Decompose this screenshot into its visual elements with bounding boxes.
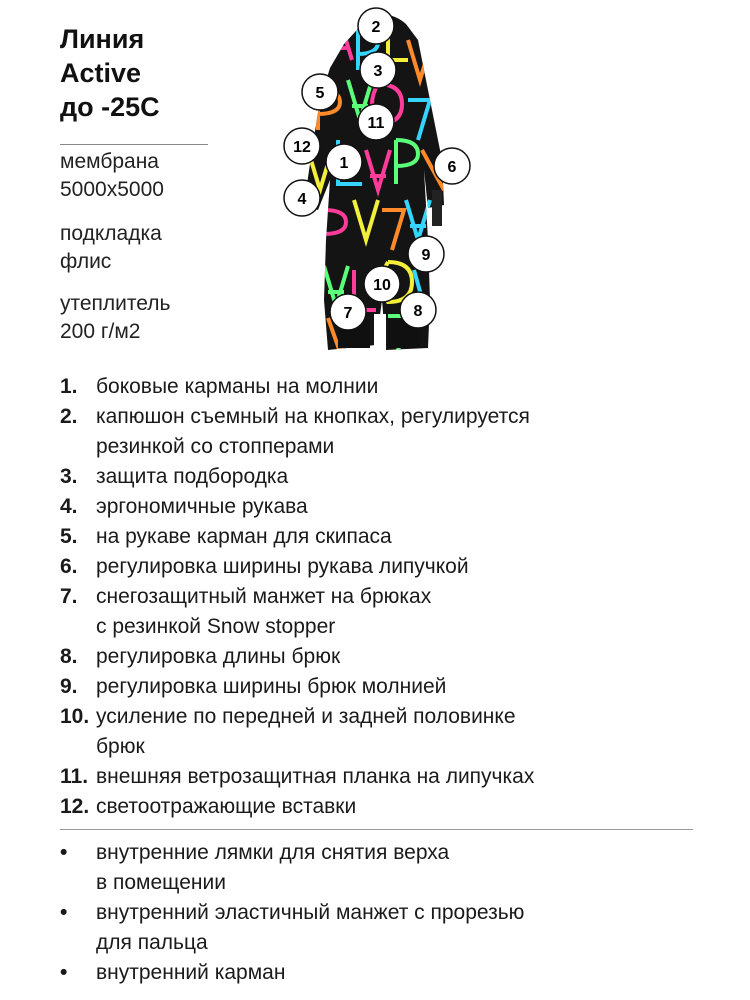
feature-text: боковые карманы на молнии — [96, 375, 379, 398]
feature-text: эргономичные рукава — [96, 495, 308, 518]
marker-8 — [400, 292, 436, 328]
marker-1 — [326, 144, 362, 180]
svg-text:1: 1 — [339, 155, 349, 172]
spec-membrane-label: мембрана — [60, 150, 159, 173]
title-divider — [60, 144, 208, 145]
spec-insulation — [60, 290, 260, 346]
bullet-mark: • — [60, 961, 68, 984]
title-line-1: Линия — [60, 24, 145, 54]
spec-lining-label: подкладка — [60, 222, 162, 245]
feature-text: снегозащитный манжет на брюках с резинкой Snow stopper — [96, 585, 432, 638]
feature-number: 11. — [60, 765, 89, 788]
feature-item-12 — [60, 792, 720, 822]
svg-text:10: 10 — [373, 277, 391, 294]
extra-feature-item — [60, 898, 720, 958]
feature-number: 7. — [60, 585, 78, 608]
spec-lining-value: флис — [60, 250, 112, 273]
extra-features-list — [60, 838, 720, 988]
feature-item-8 — [60, 642, 720, 672]
feature-text: регулировка длины брюк — [96, 645, 341, 668]
feature-item-1 — [60, 372, 720, 402]
extra-feature-text: внутренний эластичный манжет с прорезью для пальца — [96, 901, 525, 954]
extra-feature-text: внутренний карман — [96, 961, 286, 984]
feature-item-2 — [60, 402, 720, 462]
spec-lining — [60, 220, 260, 276]
bullet-mark: • — [60, 901, 68, 924]
spec-membrane-value: 5000х5000 — [60, 178, 164, 201]
feature-item-10 — [60, 702, 720, 762]
feature-item-9 — [60, 672, 720, 702]
svg-text:3: 3 — [373, 63, 383, 80]
feature-item-5 — [60, 522, 720, 552]
feature-number: 8. — [60, 645, 78, 668]
spec-insulation-value: 200 г/м2 — [60, 320, 141, 343]
svg-text:4: 4 — [297, 191, 307, 208]
extra-feature-text: внутренние лямки для снятия верха в помещении — [96, 841, 450, 894]
list-divider — [60, 829, 693, 830]
feature-number: 6. — [60, 555, 78, 578]
feature-text: светоотражающие вставки — [96, 795, 357, 818]
bullet-mark: • — [60, 841, 68, 864]
feature-text: внешняя ветрозащитная планка на липучках — [96, 765, 535, 788]
title-line-3: до -25С — [60, 92, 160, 122]
spec-insulation-label: утеплитель — [60, 292, 171, 315]
feature-number: 1. — [60, 375, 78, 398]
marker-9 — [408, 236, 444, 272]
feature-number: 3. — [60, 465, 78, 488]
pants-cuff-gap — [374, 314, 386, 350]
feature-item-3 — [60, 462, 720, 492]
svg-text:7: 7 — [343, 305, 353, 322]
extra-feature-item — [60, 838, 720, 898]
feature-text: регулировка ширины рукава липучкой — [96, 555, 469, 578]
svg-text:8: 8 — [413, 303, 423, 320]
svg-text:2: 2 — [371, 19, 381, 36]
marker-7 — [330, 294, 366, 330]
feature-number: 2. — [60, 405, 78, 428]
feature-number: 4. — [60, 495, 78, 518]
svg-text:6: 6 — [447, 159, 457, 176]
feature-number: 9. — [60, 675, 78, 698]
svg-text:12: 12 — [293, 139, 311, 156]
feature-item-4 — [60, 492, 720, 522]
marker-6 — [434, 148, 470, 184]
extra-feature-item — [60, 958, 720, 988]
feature-text: на рукаве карман для скипаса — [96, 525, 392, 548]
feature-item-6 — [60, 552, 720, 582]
marker-3 — [360, 52, 396, 88]
svg-text:9: 9 — [421, 247, 431, 264]
feature-number: 12. — [60, 795, 90, 818]
sleeve-strap — [432, 190, 442, 226]
marker-2 — [358, 8, 394, 44]
marker-10 — [364, 266, 400, 302]
feature-list — [60, 372, 720, 822]
feature-text: усиление по передней и задней половинке брюк — [96, 705, 516, 758]
marker-4 — [284, 180, 320, 216]
jumpsuit-illustration — [278, 0, 478, 360]
feature-text: регулировка ширины брюк молнией — [96, 675, 447, 698]
title-line-2: Active — [60, 58, 142, 88]
svg-text:11: 11 — [367, 115, 385, 132]
feature-item-11 — [60, 762, 720, 792]
feature-text: защита подбородка — [96, 465, 289, 488]
feature-number: 10. — [60, 705, 90, 728]
svg-text:5: 5 — [315, 85, 325, 102]
feature-text: капюшон съемный на кнопках, регулируется резинкой со стопперами — [96, 405, 530, 458]
marker-5 — [302, 74, 338, 110]
spec-membrane — [60, 148, 260, 204]
feature-item-7 — [60, 582, 720, 642]
marker-12 — [284, 128, 320, 164]
feature-number: 5. — [60, 525, 78, 548]
marker-11 — [358, 104, 394, 140]
product-line-title — [60, 22, 260, 124]
jumpsuit-svg — [278, 0, 478, 360]
